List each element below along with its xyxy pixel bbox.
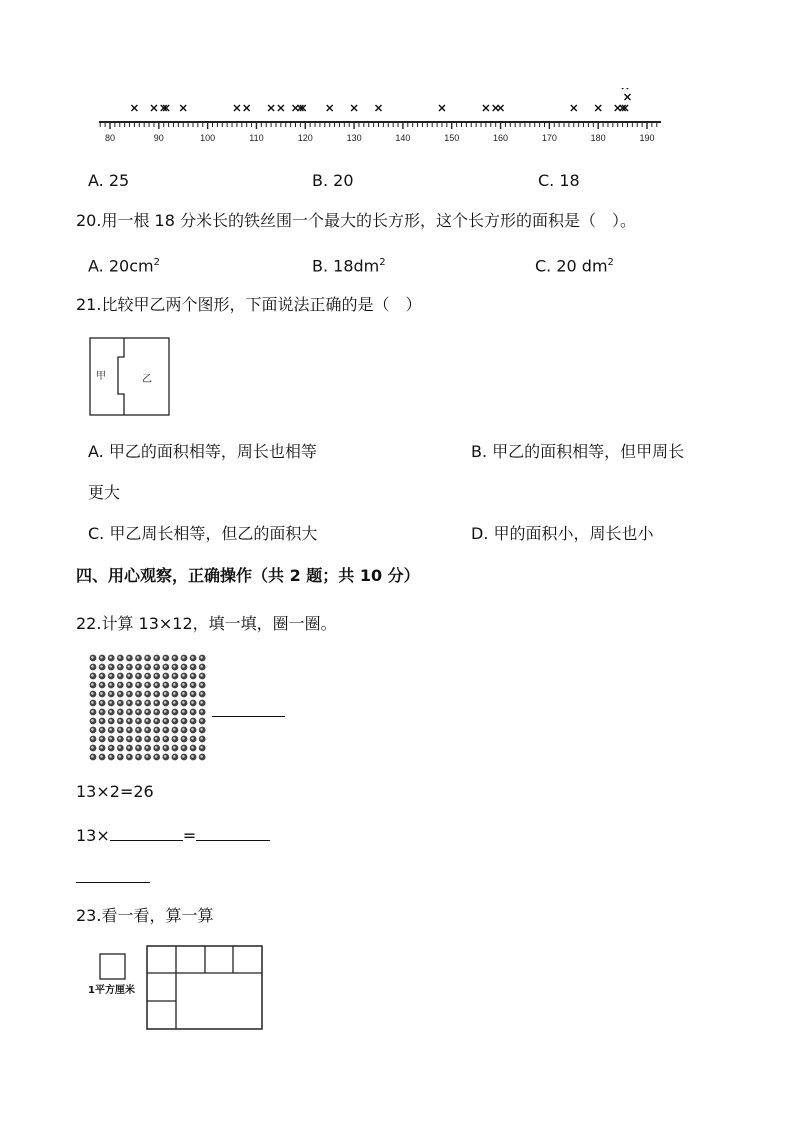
grid-dot-highlight xyxy=(91,692,94,695)
grid-dot-highlight xyxy=(91,728,94,731)
q20-option-a[interactable] xyxy=(88,253,160,276)
grid-dot-highlight xyxy=(100,746,103,749)
grid-dot-highlight xyxy=(200,674,203,677)
grid-dot-highlight xyxy=(200,710,203,713)
grid-dot-highlight xyxy=(91,656,94,659)
grid-dot-highlight xyxy=(200,701,203,704)
grid-dot-highlight xyxy=(137,728,140,731)
grid-dot-highlight xyxy=(118,737,121,740)
grid-dot-highlight xyxy=(137,755,140,758)
data-x-mark xyxy=(351,105,357,111)
grid-dot-highlight xyxy=(100,656,103,659)
grid-dot-highlight xyxy=(109,755,112,758)
grid-dot-highlight xyxy=(155,755,158,758)
grid-dot-highlight xyxy=(155,683,158,686)
data-x-mark xyxy=(571,105,577,111)
grid-dot-highlight xyxy=(118,683,121,686)
section-4-title: 四、用心观察，正确操作（共 2 题；共 10 分） xyxy=(76,566,420,585)
grid-dot-highlight xyxy=(128,719,131,722)
grid-dot-highlight xyxy=(146,656,149,659)
grid-dot-highlight xyxy=(191,710,194,713)
grid-dot-highlight xyxy=(200,719,203,722)
grid-dot-highlight xyxy=(100,701,103,704)
grid-dot-highlight xyxy=(91,701,94,704)
grid-dot-highlight xyxy=(137,701,140,704)
grid-dot-highlight xyxy=(173,719,176,722)
grid-dot-highlight xyxy=(109,737,112,740)
grid-dot-highlight xyxy=(173,674,176,677)
grid-dot-highlight xyxy=(164,665,167,668)
grid-dot-highlight xyxy=(100,728,103,731)
data-x-mark xyxy=(624,94,630,100)
q22-eq2-blank-a[interactable] xyxy=(110,826,183,841)
q20-option-c[interactable] xyxy=(535,253,614,276)
grid-dot-highlight xyxy=(146,719,149,722)
grid-dot-highlight xyxy=(128,692,131,695)
grid-dot-highlight xyxy=(118,656,121,659)
grid-dot-highlight xyxy=(100,665,103,668)
grid-dot-highlight xyxy=(118,665,121,668)
grid-dot-highlight xyxy=(200,728,203,731)
grid-dot-highlight xyxy=(146,674,149,677)
grid-dot-highlight xyxy=(146,683,149,686)
grid-dot-highlight xyxy=(128,710,131,713)
grid-dot-highlight xyxy=(164,674,167,677)
grid-dot-highlight xyxy=(191,755,194,758)
grid-dot-highlight xyxy=(182,746,185,749)
grid-dot-highlight xyxy=(182,701,185,704)
number-line-label: 100 xyxy=(200,133,216,143)
q23-stem: 23.看一看，算一算 xyxy=(76,906,214,925)
grid-dot-highlight xyxy=(100,683,103,686)
grid-dot-highlight xyxy=(200,656,203,659)
grid-dot-highlight xyxy=(128,701,131,704)
grid-dot-highlight xyxy=(100,719,103,722)
q22-answer-blank-2[interactable] xyxy=(76,868,150,883)
grid-dot-highlight xyxy=(173,737,176,740)
grid-dot-highlight xyxy=(100,674,103,677)
grid-dot-highlight xyxy=(173,656,176,659)
grid-dot-highlight xyxy=(191,674,194,677)
grid-dot-highlight xyxy=(118,674,121,677)
q22-stem: 22.计算 13×12，填一填，圈一圈。 xyxy=(76,614,337,633)
grid-dot-highlight xyxy=(91,719,94,722)
grid-dot-highlight xyxy=(173,755,176,758)
data-x-mark xyxy=(180,105,186,111)
grid-dot-highlight xyxy=(200,737,203,740)
data-x-mark xyxy=(622,88,628,89)
grid-dot-highlight xyxy=(146,746,149,749)
grid-dot-highlight xyxy=(109,719,112,722)
data-x-mark xyxy=(483,105,489,111)
data-x-mark xyxy=(234,105,240,111)
grid-dot-highlight xyxy=(137,665,140,668)
grid-dot-highlight xyxy=(109,746,112,749)
number-line-label: 190 xyxy=(639,133,655,143)
number-line-label: 170 xyxy=(541,133,557,143)
grid-dot-highlight xyxy=(200,665,203,668)
grid-dot-highlight xyxy=(118,755,121,758)
grid-dot-highlight xyxy=(155,692,158,695)
q19-option-b[interactable]: B. 20 xyxy=(312,171,354,190)
q22-answer-blank-1[interactable] xyxy=(212,702,285,717)
grid-dot-highlight xyxy=(137,656,140,659)
grid-dot-highlight xyxy=(109,710,112,713)
number-line-label: 110 xyxy=(249,133,264,143)
number-line-label: 90 xyxy=(153,133,164,143)
grid-dot-highlight xyxy=(191,665,194,668)
grid-dot-highlight xyxy=(137,719,140,722)
q21-label-jia: 甲 xyxy=(96,371,106,382)
grid-dot-highlight xyxy=(146,737,149,740)
grid-dot-highlight xyxy=(91,674,94,677)
q21-label-yi: 乙 xyxy=(142,374,152,385)
number-line-label: 80 xyxy=(104,133,116,143)
q21-dividing-line xyxy=(118,338,124,415)
grid-dot-highlight xyxy=(109,692,112,695)
data-x-mark xyxy=(268,105,274,111)
grid-dot-highlight xyxy=(100,692,103,695)
q22-eq2-blank-b[interactable] xyxy=(196,826,270,841)
q22-eq2-equals: = xyxy=(182,826,197,845)
grid-dot-highlight xyxy=(118,710,121,713)
grid-dot-highlight xyxy=(155,665,158,668)
q20-option-a-sup: 2 xyxy=(153,257,160,268)
grid-dot-highlight xyxy=(128,746,131,749)
q22-dot-grid xyxy=(88,653,212,765)
grid-dot-highlight xyxy=(91,665,94,668)
q21-figure xyxy=(89,337,171,417)
grid-dot-highlight xyxy=(200,683,203,686)
data-x-mark xyxy=(244,105,250,111)
grid-dot-highlight xyxy=(155,674,158,677)
grid-dot-highlight xyxy=(155,737,158,740)
grid-dot-highlight xyxy=(191,746,194,749)
grid-dot-highlight xyxy=(128,755,131,758)
grid-dot-highlight xyxy=(118,746,121,749)
grid-dot-highlight xyxy=(155,746,158,749)
grid-dot-highlight xyxy=(164,701,167,704)
grid-dot-highlight xyxy=(182,710,185,713)
grid-dot-highlight xyxy=(137,710,140,713)
grid-dot-highlight xyxy=(100,737,103,740)
grid-dot-highlight xyxy=(182,674,185,677)
grid-dot-highlight xyxy=(155,728,158,731)
q21-option-b-continued: 更大 xyxy=(88,483,121,502)
grid-dot-highlight xyxy=(155,719,158,722)
grid-dot-highlight xyxy=(173,710,176,713)
grid-dot-highlight xyxy=(164,746,167,749)
grid-dot-highlight xyxy=(100,710,103,713)
grid-dot-highlight xyxy=(128,674,131,677)
grid-dot-highlight xyxy=(146,701,149,704)
number-line-label: 160 xyxy=(493,133,509,143)
grid-dot-highlight xyxy=(191,728,194,731)
grid-dot-highlight xyxy=(128,656,131,659)
grid-dot-highlight xyxy=(91,737,94,740)
grid-dot-highlight xyxy=(118,701,121,704)
grid-dot-highlight xyxy=(191,701,194,704)
grid-dot-highlight xyxy=(182,692,185,695)
number-line-label: 130 xyxy=(346,133,362,143)
q20-option-b-sup: 2 xyxy=(379,257,386,268)
grid-dot-highlight xyxy=(200,746,203,749)
grid-dot-highlight xyxy=(91,746,94,749)
grid-dot-highlight xyxy=(164,710,167,713)
grid-dot-highlight xyxy=(191,656,194,659)
grid-dot-highlight xyxy=(109,656,112,659)
data-x-mark xyxy=(498,105,504,111)
grid-dot-highlight xyxy=(191,737,194,740)
grid-dot-highlight xyxy=(173,746,176,749)
grid-dot-highlight xyxy=(128,683,131,686)
grid-dot-highlight xyxy=(164,755,167,758)
grid-dot-highlight xyxy=(91,710,94,713)
q21-option-a[interactable]: A. 甲乙的面积相等，周长也相等 xyxy=(88,442,317,461)
grid-dot-highlight xyxy=(182,737,185,740)
number-line-label: 150 xyxy=(444,133,460,143)
grid-dot-highlight xyxy=(182,728,185,731)
grid-dot-highlight xyxy=(137,683,140,686)
grid-dot-highlight xyxy=(137,692,140,695)
grid-dot-highlight xyxy=(164,683,167,686)
grid-dot-highlight xyxy=(164,737,167,740)
grid-dot-highlight xyxy=(200,755,203,758)
grid-dot-highlight xyxy=(146,665,149,668)
q21-option-c[interactable]: C. 甲乙周长相等，但乙的面积大 xyxy=(88,524,318,543)
grid-dot-highlight xyxy=(182,656,185,659)
grid-dot-highlight xyxy=(164,728,167,731)
grid-dot-highlight xyxy=(100,755,103,758)
number-line-label: 140 xyxy=(395,133,411,143)
data-x-mark xyxy=(376,105,382,111)
grid-dot-highlight xyxy=(137,746,140,749)
grid-dot-highlight xyxy=(91,683,94,686)
grid-dot-highlight xyxy=(200,692,203,695)
grid-dot-highlight xyxy=(128,728,131,731)
q23-unit-label: 1平方厘米 xyxy=(88,985,135,996)
grid-dot-highlight xyxy=(191,683,194,686)
grid-dot-highlight xyxy=(109,701,112,704)
grid-dot-highlight xyxy=(146,710,149,713)
q21-option-d[interactable]: D. 甲的面积小，周长也小 xyxy=(471,524,654,543)
data-x-mark xyxy=(595,105,601,111)
q20-option-b[interactable] xyxy=(312,253,386,276)
grid-dot-highlight xyxy=(128,737,131,740)
q21-stem: 21.比较甲乙两个图形，下面说法正确的是（ ） xyxy=(76,295,422,314)
q22-equation-2 xyxy=(76,826,270,846)
number-line-label: 180 xyxy=(590,133,606,143)
grid-dot-highlight xyxy=(109,674,112,677)
data-x-mark xyxy=(439,105,445,111)
grid-dot-highlight xyxy=(146,755,149,758)
grid-dot-highlight xyxy=(137,674,140,677)
q23-rectangle-figure xyxy=(146,945,264,1031)
grid-dot-highlight xyxy=(173,683,176,686)
q20-option-c-text: C. 20 dm xyxy=(535,256,608,276)
grid-dot-highlight xyxy=(164,719,167,722)
grid-dot-highlight xyxy=(128,665,131,668)
grid-dot-highlight xyxy=(164,656,167,659)
grid-dot-highlight xyxy=(137,737,140,740)
q19-option-a[interactable]: A. 25 xyxy=(88,171,130,190)
data-x-mark xyxy=(151,105,157,111)
grid-dot-highlight xyxy=(155,701,158,704)
grid-dot-highlight xyxy=(155,710,158,713)
grid-dot-highlight xyxy=(109,665,112,668)
data-x-mark xyxy=(278,105,284,111)
grid-dot-highlight xyxy=(109,728,112,731)
q19-option-c[interactable]: C. 18 xyxy=(538,171,580,190)
q19-number-line xyxy=(95,88,665,148)
number-line-label: 120 xyxy=(297,133,313,143)
grid-dot-highlight xyxy=(155,656,158,659)
grid-dot-highlight xyxy=(173,665,176,668)
grid-dot-highlight xyxy=(191,719,194,722)
grid-dot-highlight xyxy=(164,692,167,695)
data-x-mark xyxy=(327,105,333,111)
q20-option-b-text: B. 18dm xyxy=(312,256,380,276)
grid-dot-highlight xyxy=(182,683,185,686)
q22-equation-1: 13×2=26 xyxy=(76,782,154,801)
grid-dot-highlight xyxy=(173,701,176,704)
grid-dot-highlight xyxy=(173,692,176,695)
grid-dot-highlight xyxy=(173,728,176,731)
grid-dot-highlight xyxy=(146,728,149,731)
grid-dot-highlight xyxy=(182,665,185,668)
grid-dot-highlight xyxy=(191,692,194,695)
q20-option-a-text: A. 20cm xyxy=(88,256,154,276)
grid-dot-highlight xyxy=(118,719,121,722)
data-x-mark xyxy=(131,105,137,111)
q22-eq2-prefix: 13× xyxy=(76,826,110,845)
grid-dot-highlight xyxy=(91,755,94,758)
grid-dot-highlight xyxy=(182,719,185,722)
q21-option-b[interactable]: B. 甲乙的面积相等，但甲周长 xyxy=(471,442,685,461)
grid-dot-highlight xyxy=(109,683,112,686)
q20-option-c-sup: 2 xyxy=(607,257,614,268)
grid-dot-highlight xyxy=(146,692,149,695)
grid-dot-highlight xyxy=(182,755,185,758)
grid-dot-highlight xyxy=(118,728,121,731)
grid-dot-highlight xyxy=(118,692,121,695)
q23-unit-square xyxy=(99,953,127,981)
q20-stem: 20.用一根 18 分米长的铁丝围一个最大的长方形，这个长方形的面积是（ ）。 xyxy=(76,211,636,230)
